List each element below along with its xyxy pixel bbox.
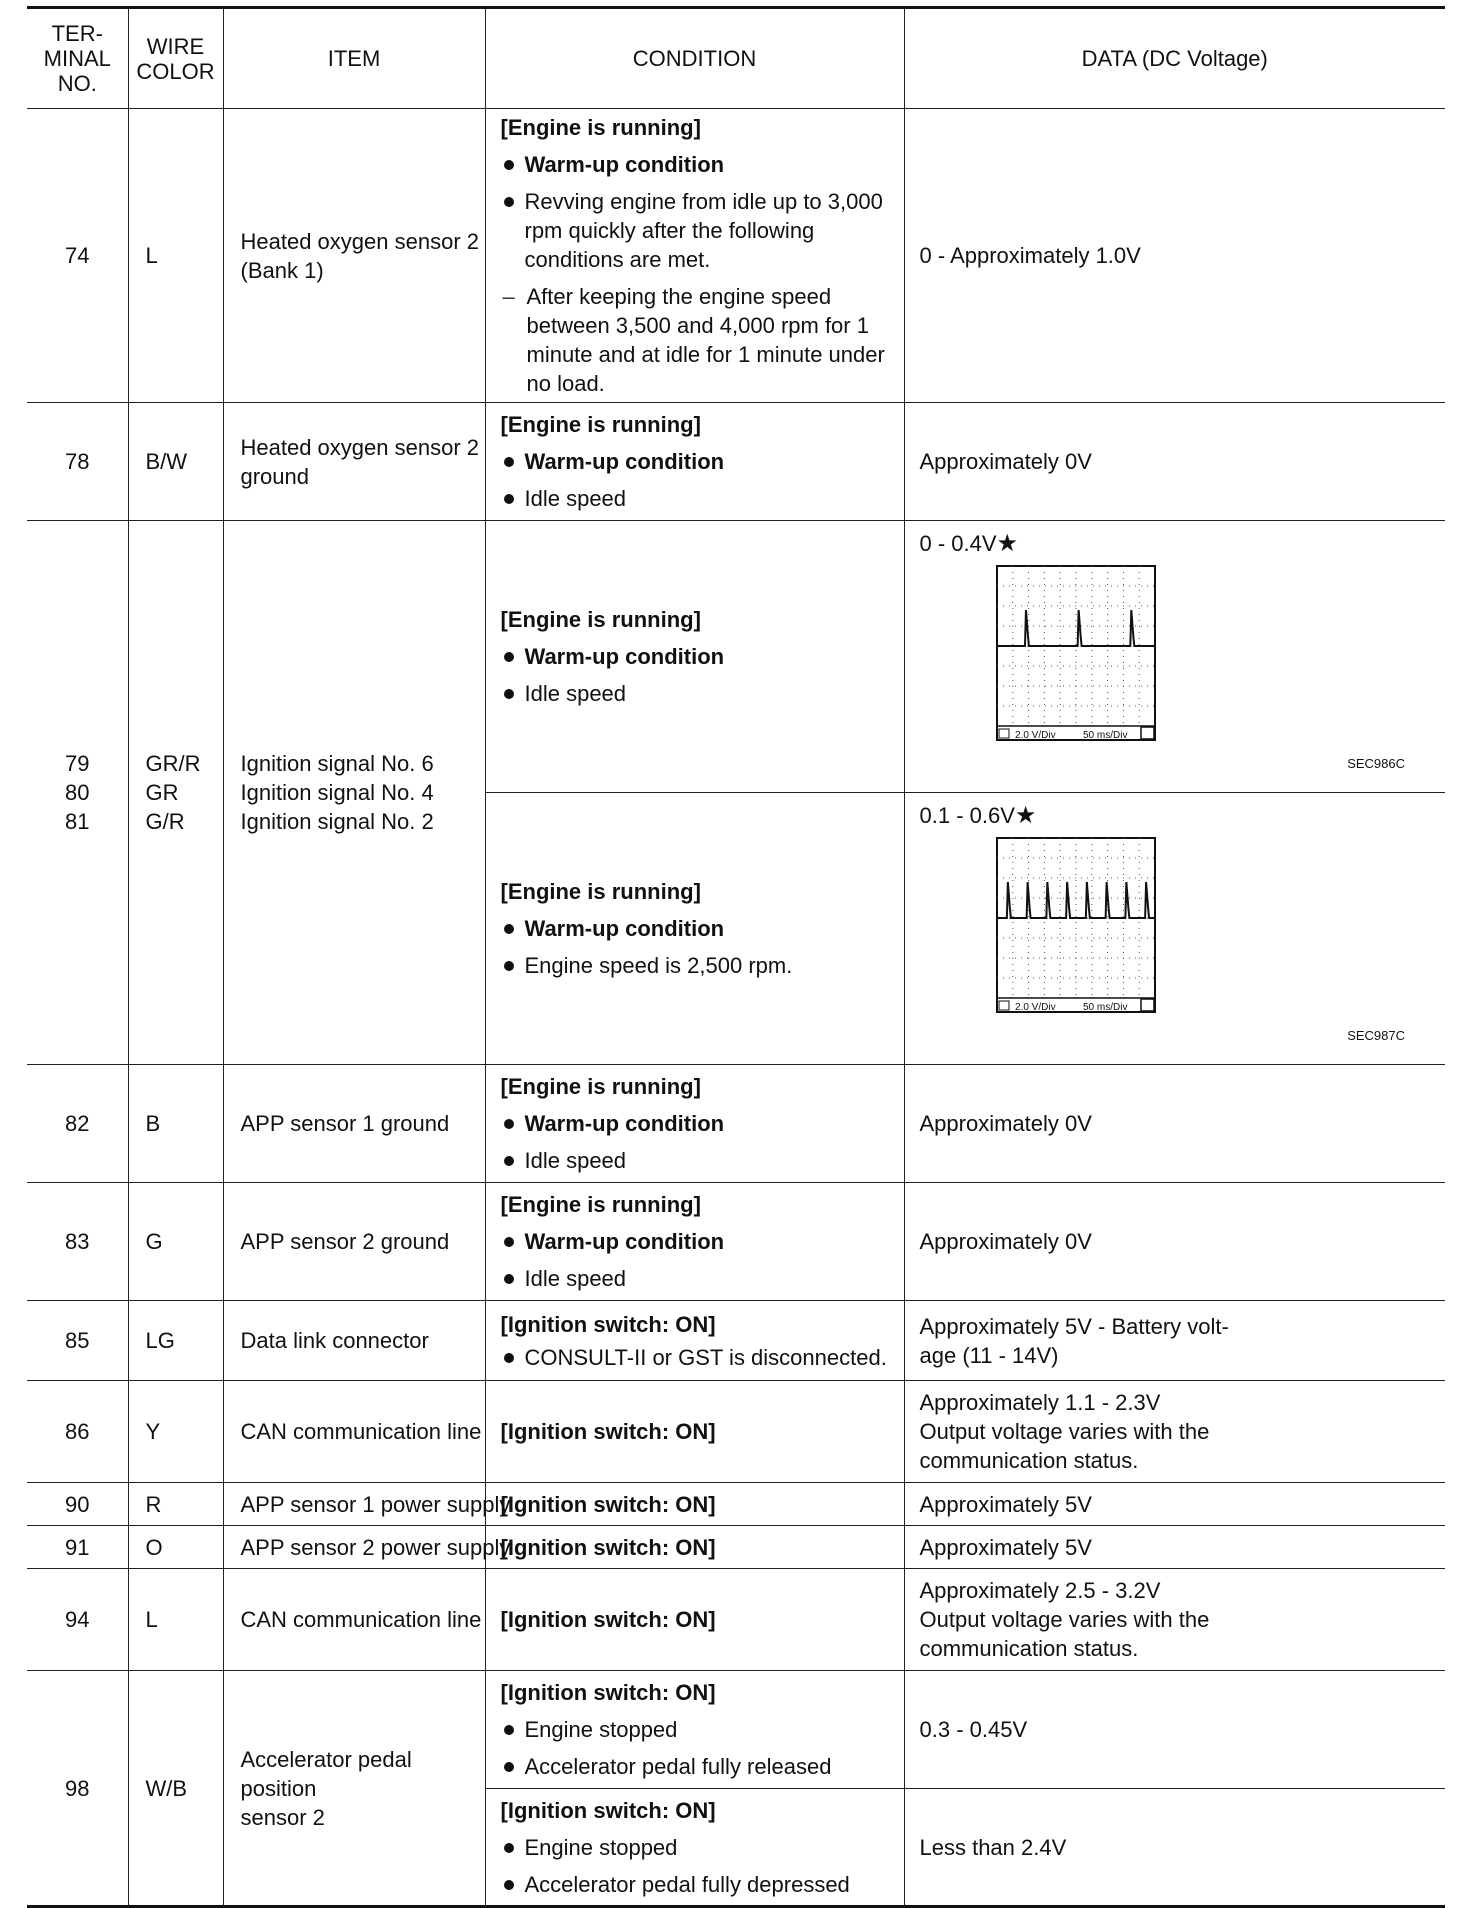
condition-heading: [Ignition switch: ON] [500,1534,716,1560]
voltage-range: 0 - 0.4V [919,531,997,556]
item: CAN communication line [223,1381,485,1483]
data-value: Approximately 1.1 - 2.3V Output voltage varies with the communication status. [904,1381,1445,1483]
table-row [27,1301,1445,1381]
header-row [27,8,1445,109]
condition-bullet: Engine stopped [501,1833,894,1862]
bullet-icon [501,484,525,513]
star-icon: ★ [1014,802,1037,829]
bullet-icon [501,1752,525,1781]
condition-heading: [Ignition switch: ON] [500,1311,716,1337]
condition [485,1526,904,1569]
condition-bullet: Idle speed [501,679,894,708]
condition-heading: [Engine is running] [500,115,701,140]
condition-bullet: Warm-up condition [501,914,894,943]
terminal-no: 91 [27,1526,128,1569]
bullet-icon [501,1264,525,1293]
table-row [27,1671,1445,1789]
terminal-no: 74 [27,109,128,403]
data-value: Approximately 0V [904,403,1445,521]
item: Accelerator pedal position sensor 2 [223,1671,485,1907]
data-value [904,793,1445,1065]
bullet-icon [501,1870,525,1899]
condition [485,1671,904,1789]
condition [485,793,904,1065]
dash-icon: – [502,284,515,309]
condition-heading: [Engine is running] [500,1074,701,1099]
bullet-icon [501,1146,525,1175]
item: Data link connector [223,1301,485,1381]
volts-per-div-label: 2.0 V/Div [1014,1002,1056,1013]
item: APP sensor 2 ground [223,1183,485,1301]
terminal-no: 90 [27,1483,128,1526]
bullet-icon [501,150,525,179]
wire-color: G [128,1183,223,1301]
ms-per-div-label: 50 ms/Div [1082,730,1127,741]
wire-color: O [128,1526,223,1569]
condition-bullet: Warm-up condition [501,1227,894,1256]
terminal-no: 83 [27,1183,128,1301]
item: Ignition signal No. 6 Ignition signal No. 4 Ignition signal No. 2 [223,521,485,1065]
table-row [27,1483,1445,1526]
condition [485,1065,904,1183]
condition-bullet: Accelerator pedal fully depressed [501,1870,894,1899]
condition-bullet: CONSULT-II or GST is disconnected. [501,1343,894,1372]
terminal-data-table [27,6,1445,1908]
condition [485,1301,904,1381]
condition-bullet: Warm-up condition [501,150,894,179]
item: Heated oxygen sensor 2 (Bank 1) [223,109,485,403]
data-value: Less than 2.4V [904,1789,1445,1907]
voltage-range: 0.1 - 0.6V [919,803,1015,828]
condition-bullet: Idle speed [501,1146,894,1175]
item: APP sensor 2 power supply [223,1526,485,1569]
condition-heading: [Ignition switch: ON] [500,1680,716,1705]
item: APP sensor 1 power supply [223,1483,485,1526]
condition-bullet: Engine stopped [501,1715,894,1744]
table-row [27,1183,1445,1301]
header-condition: CONDITION [485,8,904,109]
terminal-no: 85 [27,1301,128,1381]
bullet-icon [501,1715,525,1744]
figure-code: SEC986C [1347,756,1405,771]
terminal-no: 98 [27,1671,128,1907]
terminal-no: 86 [27,1381,128,1483]
terminal-no: 82 [27,1065,128,1183]
condition-bullet: Warm-up condition [501,642,894,671]
table-row [27,403,1445,521]
table-row [27,1569,1445,1671]
condition-bullet: Warm-up condition [501,447,894,476]
bullet-icon [501,1343,525,1372]
condition [485,109,904,403]
table-row [27,1381,1445,1483]
bullet-icon [501,914,525,943]
terminal-no: 94 [27,1569,128,1671]
star-icon: ★ [996,530,1019,557]
volts-per-div-label: 2.0 V/Div [1014,730,1056,741]
condition-bullet: Revving engine from idle up to 3,000 rpm quickly after the following conditions are met. [501,187,894,274]
data-value: Approximately 5V - Battery volt- age (11 - 14V) [904,1301,1445,1381]
condition-heading: [Ignition switch: ON] [500,1491,716,1517]
header-terminal-no: TER- MINAL NO. [27,8,128,109]
condition-heading: [Engine is running] [500,1192,701,1217]
bullet-icon [501,1833,525,1862]
item: APP sensor 1 ground [223,1065,485,1183]
condition [485,521,904,793]
table-row [27,521,1445,793]
oscilloscope-waveform [995,564,1436,751]
data-value: Approximately 0V [904,1065,1445,1183]
condition [485,1183,904,1301]
condition-bullet: Warm-up condition [501,1109,894,1138]
condition [485,403,904,521]
data-value: Approximately 5V [904,1483,1445,1526]
condition-subitem: – After keeping the engine speed between 3,500 and 4,000 rpm for 1 minute and at idle for 1 minute under no load. [502,284,885,396]
data-value: 0 - Approximately 1.0V [904,109,1445,403]
condition [485,1789,904,1907]
condition-bullet: Engine speed is 2,500 rpm. [501,951,894,980]
wire-color: GR/R GR G/R [128,521,223,1065]
condition [485,1569,904,1671]
data-value: 0.3 - 0.45V [904,1671,1445,1789]
wire-color: B/W [128,403,223,521]
wire-color: LG [128,1301,223,1381]
table-row [27,109,1445,403]
terminal-no: 79 80 81 [27,521,128,1065]
bullet-icon [501,679,525,708]
bullet-icon [501,951,525,980]
wire-color: Y [128,1381,223,1483]
wire-color: W/B [128,1671,223,1907]
item: CAN communication line [223,1569,485,1671]
condition-heading: [Engine is running] [500,607,701,632]
header-data: DATA (DC Voltage) [904,8,1445,109]
ms-per-div-label: 50 ms/Div [1082,1002,1127,1013]
condition-heading: [Ignition switch: ON] [500,1797,716,1823]
bullet-icon [501,1109,525,1138]
data-value: Approximately 5V [904,1526,1445,1569]
data-value: Approximately 2.5 - 3.2V Output voltage varies with the communication status. [904,1569,1445,1671]
table-row [27,1065,1445,1183]
condition-bullet: Idle speed [501,1264,894,1293]
wire-color: L [128,109,223,403]
header-item: ITEM [223,8,485,109]
bullet-icon [501,447,525,476]
bullet-icon [501,187,525,274]
condition-heading: [Engine is running] [500,412,701,437]
wire-color: R [128,1483,223,1526]
bullet-icon [501,1227,525,1256]
condition [485,1381,904,1483]
table-row [27,1526,1445,1569]
wire-color: L [128,1569,223,1671]
data-value [904,521,1445,793]
condition-heading: [Engine is running] [500,879,701,904]
header-wire-color: WIRE COLOR [128,8,223,109]
condition-bullet: Accelerator pedal fully released [501,1752,894,1781]
terminal-no: 78 [27,403,128,521]
scope-screen [995,836,1161,1016]
oscilloscope-waveform [995,836,1436,1023]
condition-heading: [Ignition switch: ON] [500,1607,716,1632]
wire-color: B [128,1065,223,1183]
bullet-icon [501,642,525,671]
condition-heading: [Ignition switch: ON] [500,1419,716,1444]
condition-bullet: Idle speed [501,484,894,513]
condition [485,1483,904,1526]
figure-code: SEC987C [1347,1028,1405,1043]
data-value: Approximately 0V [904,1183,1445,1301]
item: Heated oxygen sensor 2 ground [223,403,485,521]
scope-screen [995,564,1161,744]
